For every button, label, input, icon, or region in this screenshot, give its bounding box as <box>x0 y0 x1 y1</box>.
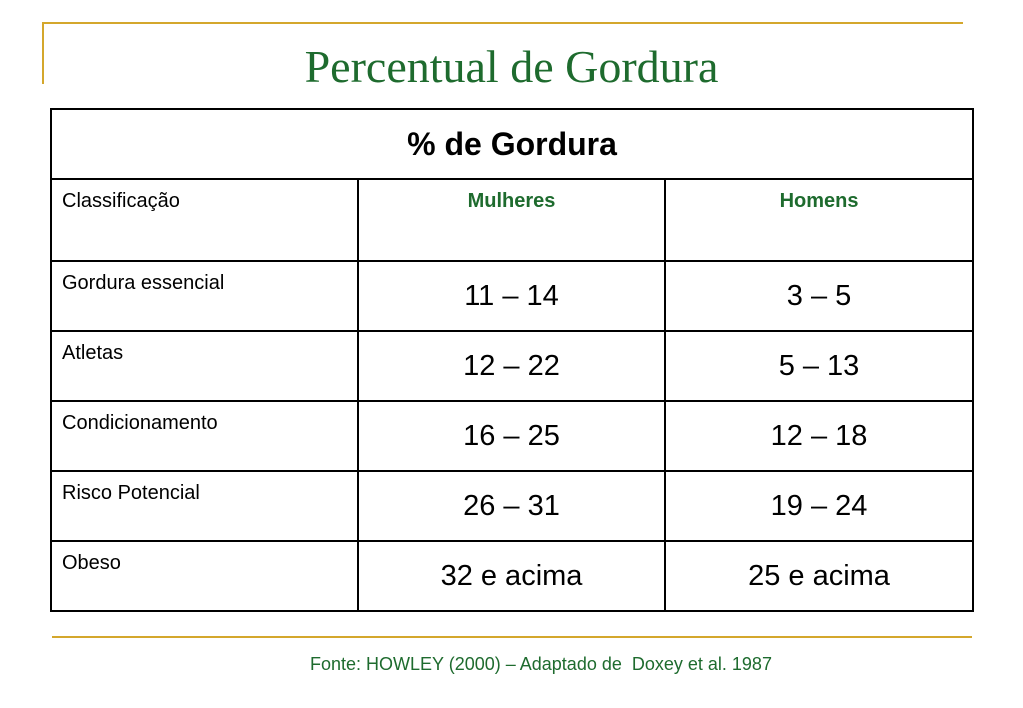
men-value: 12 – 18 <box>665 401 973 471</box>
women-value: 16 – 25 <box>358 401 665 471</box>
men-value: 25 e acima <box>665 541 973 611</box>
row-label: Atletas <box>51 331 358 401</box>
row-label: Obeso <box>51 541 358 611</box>
women-value: 11 – 14 <box>358 261 665 331</box>
source-citation: Fonte: HOWLEY (2000) – Adaptado de Doxey et al. 1987 <box>310 654 772 674</box>
column-header-men: Homens <box>665 179 973 261</box>
women-value: 12 – 22 <box>358 331 665 401</box>
row-label: Gordura essencial <box>51 261 358 331</box>
men-value: 3 – 5 <box>665 261 973 331</box>
slide-title: Percentual de Gordura <box>304 41 719 92</box>
table-row <box>51 471 973 541</box>
column-header-women: Mulheres <box>358 179 665 261</box>
column-header-row <box>51 179 973 261</box>
women-value: 32 e acima <box>358 541 665 611</box>
body-fat-table <box>50 108 974 612</box>
women-value: 26 – 31 <box>358 471 665 541</box>
table-heading-row <box>51 109 973 179</box>
table-row <box>51 401 973 471</box>
men-value: 5 – 13 <box>665 331 973 401</box>
bottom-rule <box>52 636 972 638</box>
men-value: 19 – 24 <box>665 471 973 541</box>
row-label: Condicionamento <box>51 401 358 471</box>
table-row <box>51 331 973 401</box>
table-row <box>51 261 973 331</box>
table-heading: % de Gordura <box>51 109 973 179</box>
row-label: Risco Potencial <box>51 471 358 541</box>
top-rule <box>42 22 963 24</box>
column-header-classification: Classificação <box>51 179 358 261</box>
table-row <box>51 541 973 611</box>
